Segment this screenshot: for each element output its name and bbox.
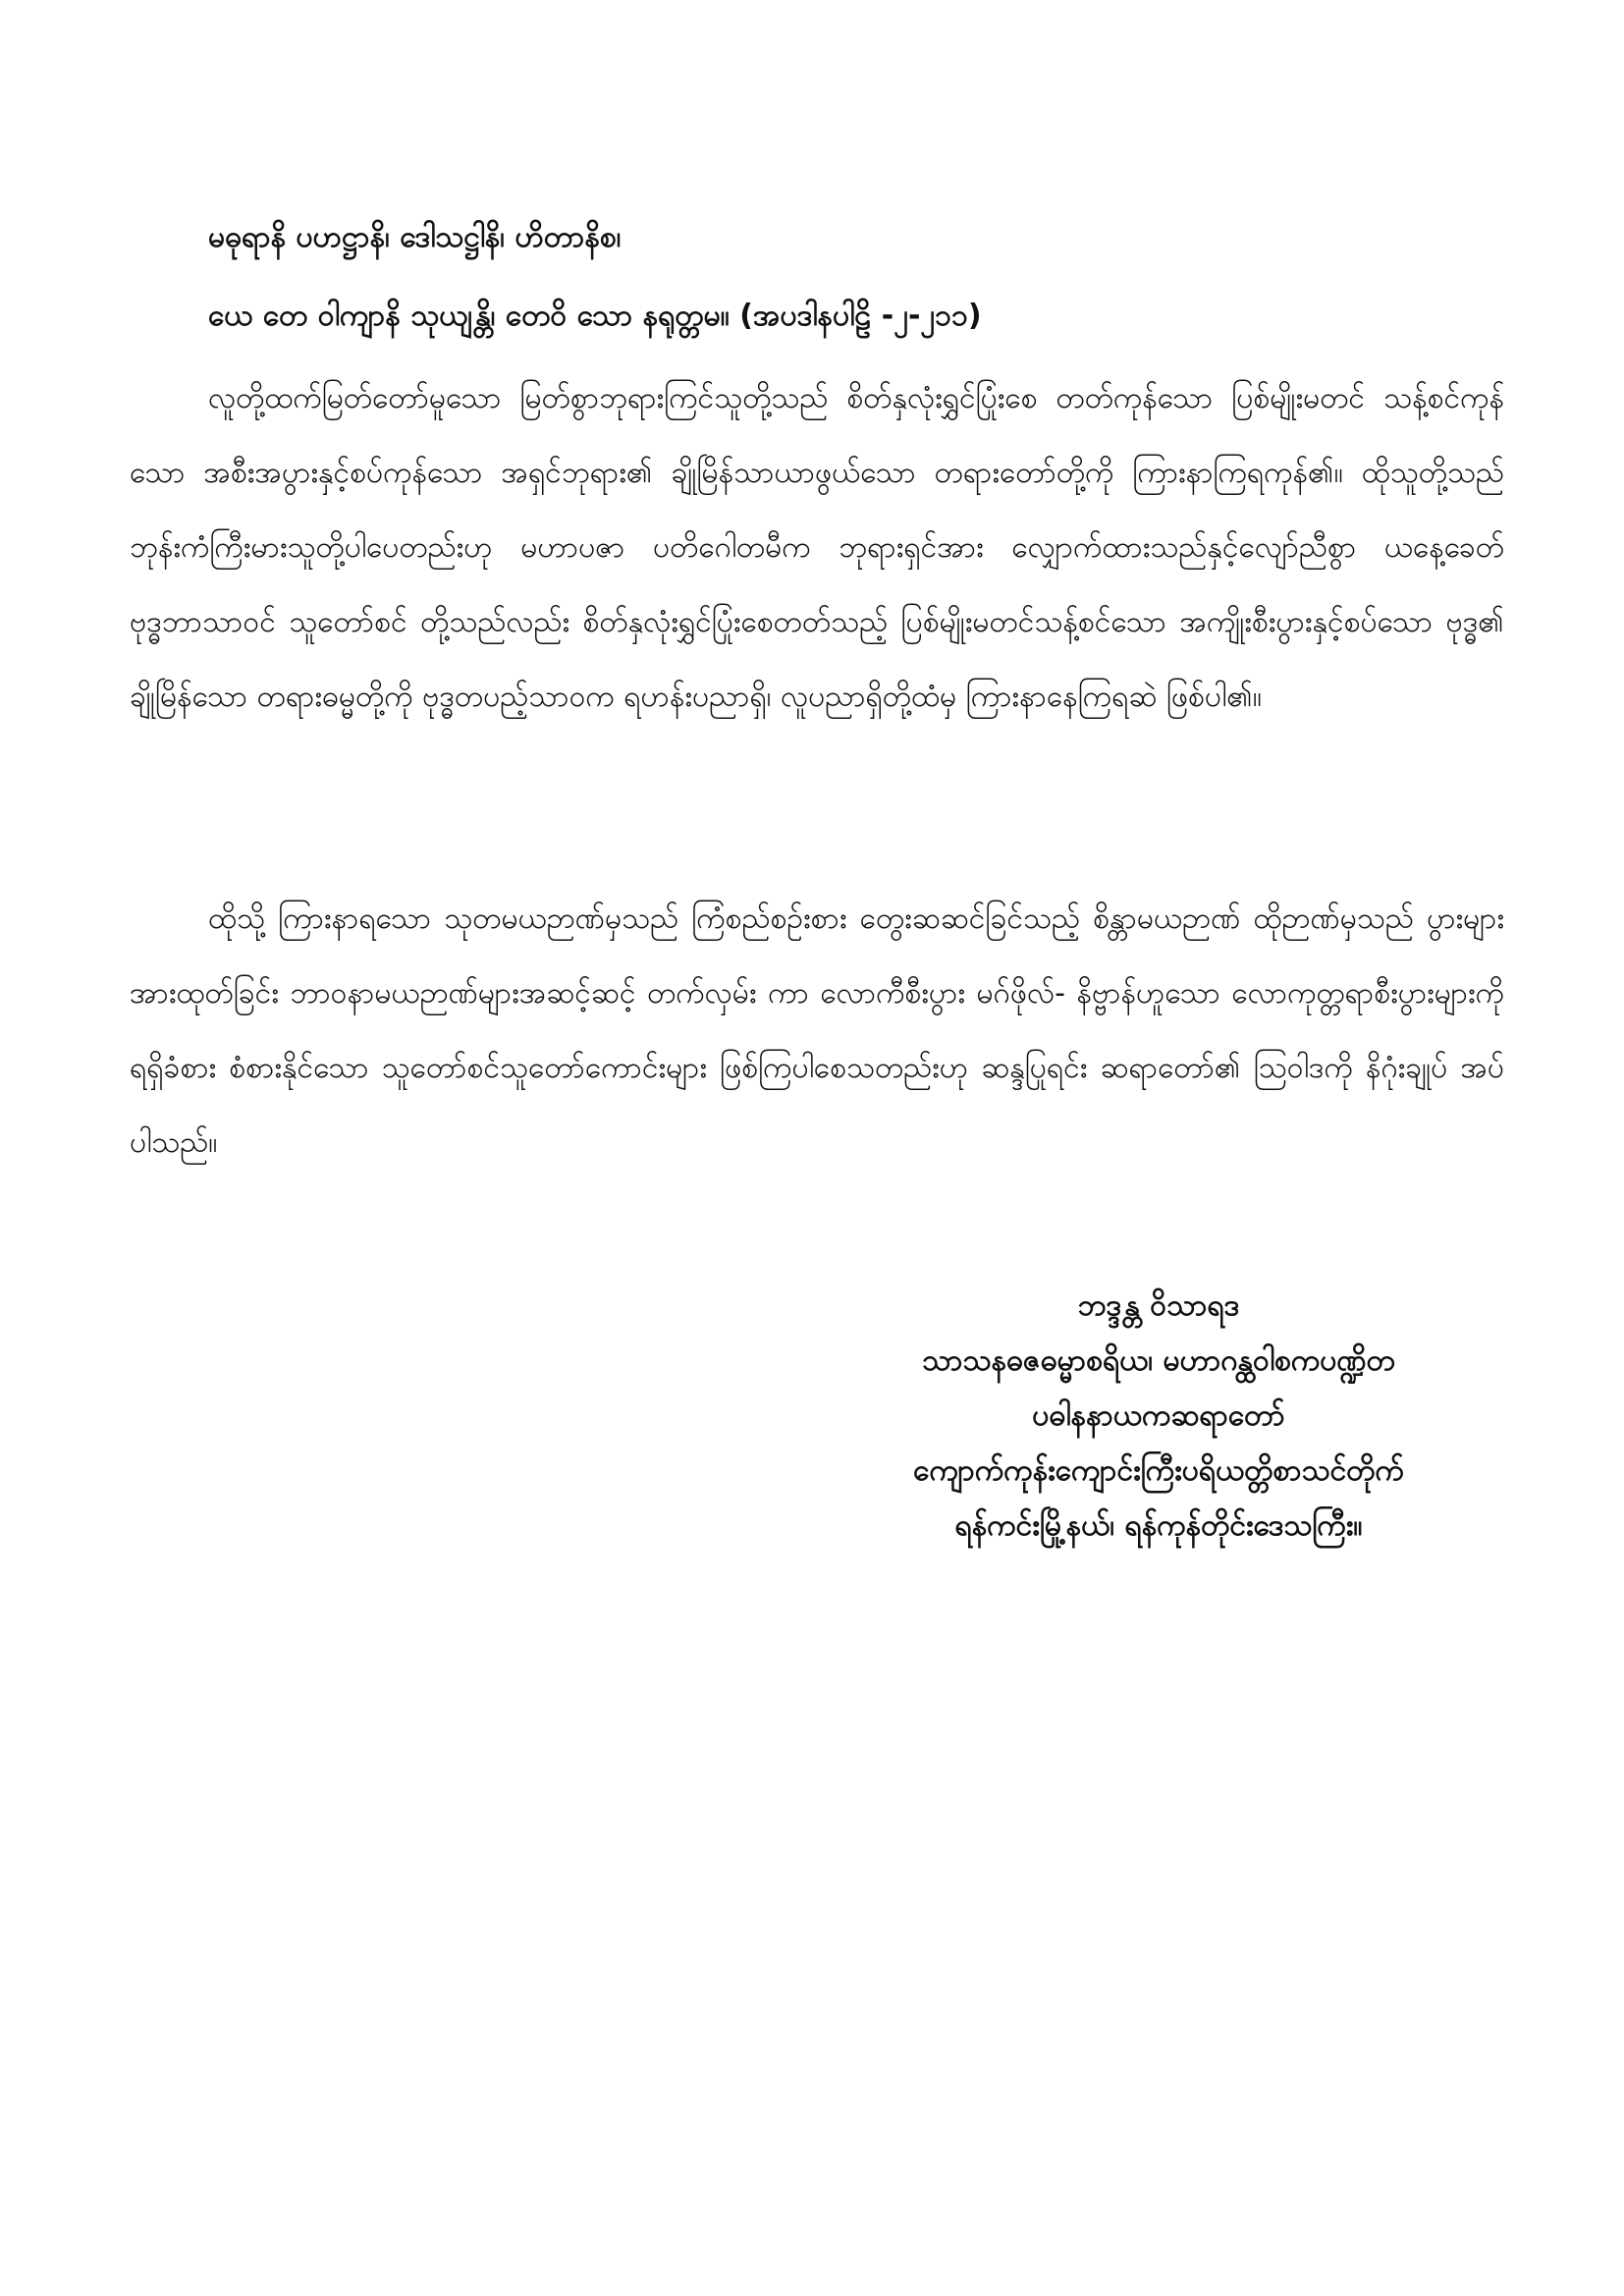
signature-block — [727, 1279, 1591, 1554]
signature-name: ဘဒ္ဒန္တ ဝိသာရဒ — [1077, 1288, 1240, 1323]
signature-location: ရန်ကင်းမြို့နယ်၊ ရန်ကုန်တိုင်းဒေသကြီး။ — [954, 1508, 1363, 1543]
paragraph-1: လူတို့ထက်မြတ်တော်မူသော မြတ်စွာဘုရားကြင်သူတို့သည် စိတ်နှလုံးရွှင်ပြုံးစေ တတ်ကုန်သော ပြစ်မျိုးမတင် သန့်စင်ကုန်သော အစီးအပွားနှင့်စပ်ကုန်သော အရှင်ဘုရား၏ ချိုမြိန်သာယာဖွယ်သော တရားတော်တို့ကို ကြားနာကြရကုန်၏။ ထိုသူတို့သည် ဘုန်းကံကြီးမားသူတို့ပါပေတည်းဟု မဟာပဇာ ပတိဂေါတမီက ဘုရားရှင်အား လျှောက်ထားသည်နှင့်လျော်ညီစွာ ယနေ့ခေတ် ဗုဒ္ဓဘာသာဝင် သူတော်စင် တို့သည်လည်း စိတ်နှလုံးရွှင်ပြုံးစေတတ်သည့် ပြစ်မျိုးမတင်သန့်စင်သော အကျိုးစီးပွားနှင့်စပ်သော ဗုဒ္ဓ၏ ချိုမြိန်သော တရားဓမ္မတို့ကို ဗုဒ္ဓတပည့်သာဝက ရဟန်းပညာရှိ၊ လူပညာရှိတို့ထံမှ ကြားနာနေကြရဆဲ ဖြစ်ပါ၏။ — [130, 381, 1504, 714]
signature-titles: သာသနဓဇဓမ္မာစရိယ၊ မဟာဂန္ထဝါစကပဏ္ဍိတ — [922, 1343, 1395, 1378]
paragraph-2: ထိုသို့ ကြားနာရသော သုတမယဉာဏ်မှသည် ကြံစည်စဉ်းစား တွေးဆဆင်ခြင်သည့် စိန္တာမယဉာဏ် ထိုဉာဏ်မှသည် ပွားများအားထုတ်ခြင်း ဘာဝနာမယဉာဏ်များအဆင့်ဆင့် တက်လှမ်း ကာ လောကီစီးပွား မဂ်ဖိုလ်- နိဗ္ဗာန်ဟူသော လောကုတ္တရာစီးပွားများကို ရရှိခံစား စံစားနိုင်သော သူတော်စင်သူတော်ကောင်းများ ဖြစ်ကြပါစေသတည်းဟု ဆန္ဒပြုရင်း ဆရာတော်၏ ဩဝါဒကို နိဂုံးချုပ် အပ်ပါသည်။ — [130, 902, 1504, 1160]
signature-position: ပဓါနနာယကဆရာတော် — [1032, 1398, 1285, 1433]
verse-line-2: ယေ တေ ဝါကျာနိ သုယျန္တိ၊ တေဝိ သော နရုတ္တမ။ (အပဒါနပါဠိ -၂-၂၁၁) — [208, 299, 982, 333]
verse-line-1: မဓုရာနိ ပဟဋ္ဌာနိ၊ ဒေါသဋ္ဌါနိ၊ ဟိတာနိစ၊ — [208, 220, 622, 254]
signature-monastery: ကျောက်ကုန်းကျောင်းကြီးပရိယတ္တိစာသင်တိုက် — [913, 1453, 1404, 1488]
